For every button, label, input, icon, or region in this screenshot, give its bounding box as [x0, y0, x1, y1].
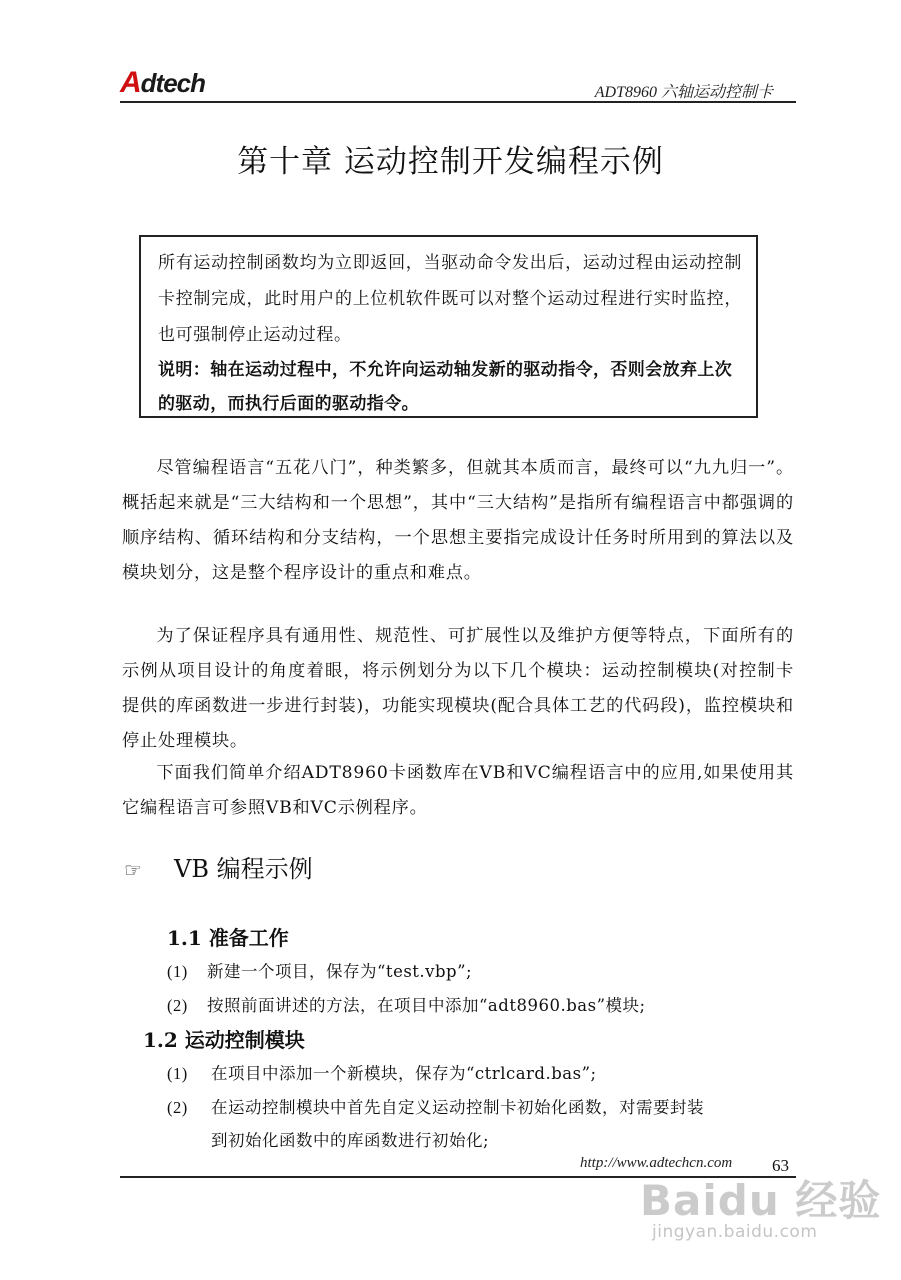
list-item — [167, 1059, 597, 1089]
list-item — [167, 991, 646, 1021]
list-item-number: (2) — [167, 1098, 188, 1117]
list-item-continuation: 到初始化函数中的库函数进行初始化; — [211, 1131, 490, 1150]
header-title: ADT8960 六轴运动控制卡 — [594, 84, 773, 101]
paragraph-3: 下面我们简单介绍ADT8960卡函数库在VB和VC编程语言中的应用,如果使用其它编程语言可参照VB和VC示例程序。 — [122, 763, 794, 818]
list-item-number: (2) — [167, 996, 188, 1015]
header-divider — [120, 101, 796, 103]
notice-warning: 说明：轴在运动过程中，不允许向运动轴发新的驱动指令，否则会放弃上次的驱动，而执行后面的驱动指令。 — [158, 360, 733, 414]
notice-box — [139, 235, 758, 418]
list-item-number: (1) — [167, 962, 188, 981]
list-item-number: (1) — [167, 1064, 188, 1083]
chapter-title: 第十章 运动控制开发编程示例 — [237, 144, 664, 180]
list-item-text: 在项目中添加一个新模块，保存为“ctrlcard.bas”; — [211, 1064, 597, 1083]
watermark-url: jingyan.baidu.com — [652, 1222, 818, 1242]
subsection-title-1-2: 1.2 运动控制模块 — [143, 1028, 305, 1052]
list-item-text: 在运动控制模块中首先自定义运动控制卡初始化函数，对需要封装 — [211, 1098, 704, 1117]
paragraph-2: 为了保证程序具有通用性、规范性、可扩展性以及维护方便等特点，下面所有的示例从项目设计的角度着眼，将示例划分为以下几个模块：运动控制模块(对控制卡提供的库函数进一步进行封装)，功能实现模块(配合具体工艺的代码段)，监控模块和停止处理模块。 — [122, 626, 794, 751]
list-item — [167, 957, 472, 987]
logo-initial: A — [120, 66, 141, 99]
company-logo — [120, 68, 205, 98]
paragraph-1: 尽管编程语言“五花八门”，种类繁多，但就其本质而言，最终可以“九九归一”。概括起来就是“三大结构和一个思想”，其中“三大结构”是指所有编程语言中都强调的顺序结构、循环结构和分支结构，一个思想主要指完成设计任务时所用到的算法以及模块划分，这是整个程序设计的重点和难点。 — [122, 458, 794, 583]
footer-url[interactable]: http://www.adtechcn.com — [580, 1155, 733, 1171]
notice-text: 所有运动控制函数均为立即返回，当驱动命令发出后，运动过程由运动控制卡控制完成，此时用户的上位机软件既可以对整个运动过程进行实时监控，也可强制停止运动过程。 — [158, 253, 742, 345]
watermark-logo: Baidu 经验 — [640, 1176, 882, 1225]
list-item — [167, 1093, 704, 1123]
pointing-hand-icon: ☞ — [124, 858, 142, 882]
section-heading — [124, 851, 313, 888]
list-item-text: 按照前面讲述的方法，在项目中添加“adt8960.bas”模块; — [207, 996, 646, 1015]
section-title: VB 编程示例 — [174, 855, 313, 883]
list-item-text: 新建一个项目，保存为“test.vbp”; — [207, 962, 473, 981]
logo-rest: dtech — [140, 68, 206, 98]
page-number: 63 — [772, 1156, 789, 1175]
subsection-title-1-1: 1.1 准备工作 — [167, 926, 289, 950]
